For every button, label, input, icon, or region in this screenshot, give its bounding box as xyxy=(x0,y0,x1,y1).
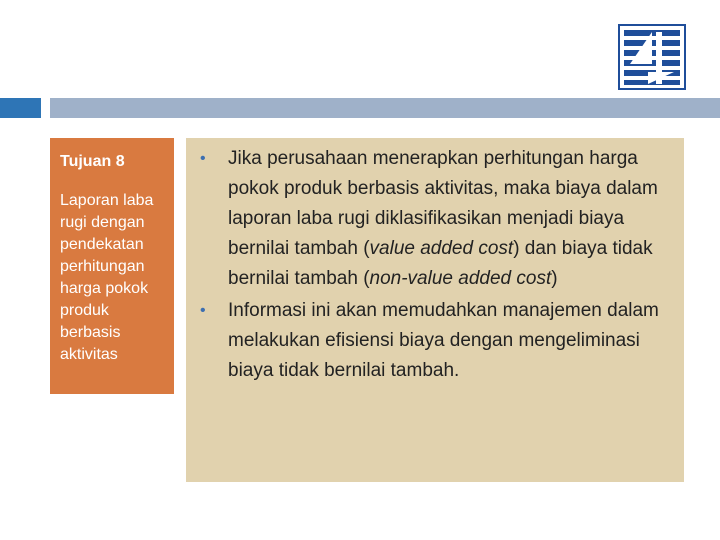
bullet-text: ) dan biaya tidak bernilai tambah ( xyxy=(228,238,653,289)
bullet-dot-icon: • xyxy=(200,150,206,167)
objective-text: Laporan laba rugi dengan pendekatan perhitungan harga pokok produk berbasis aktivitas xyxy=(60,192,154,363)
bullet-item xyxy=(192,144,674,294)
accent-bar-right xyxy=(50,98,720,118)
content-panel xyxy=(186,138,684,482)
bullet-item xyxy=(192,296,674,386)
4-logo-icon xyxy=(618,24,686,90)
accent-bar-left xyxy=(0,98,41,118)
bullet-dot-icon: • xyxy=(200,302,206,319)
bullet-text-italic: value added cost xyxy=(369,238,514,259)
bullet-text: Informasi ini akan memudahkan manajemen dalam melakukan efisiensi biaya dengan mengeliminasi biaya tidak bernilai tambah. xyxy=(228,300,659,381)
bullet-text: ) xyxy=(551,268,558,289)
bullet-list xyxy=(192,144,674,386)
bullet-text-italic: non-value added cost xyxy=(369,268,552,289)
objective-title: Tujuan 8 xyxy=(60,153,125,170)
objective-panel xyxy=(50,138,174,394)
bullet-text: Jika perusahaan menerapkan perhitungan harga pokok produk berbasis aktivitas, maka biaya dalam laporan laba rugi diklasifikasikan menjadi biaya bernilai tambah ( xyxy=(228,148,658,259)
